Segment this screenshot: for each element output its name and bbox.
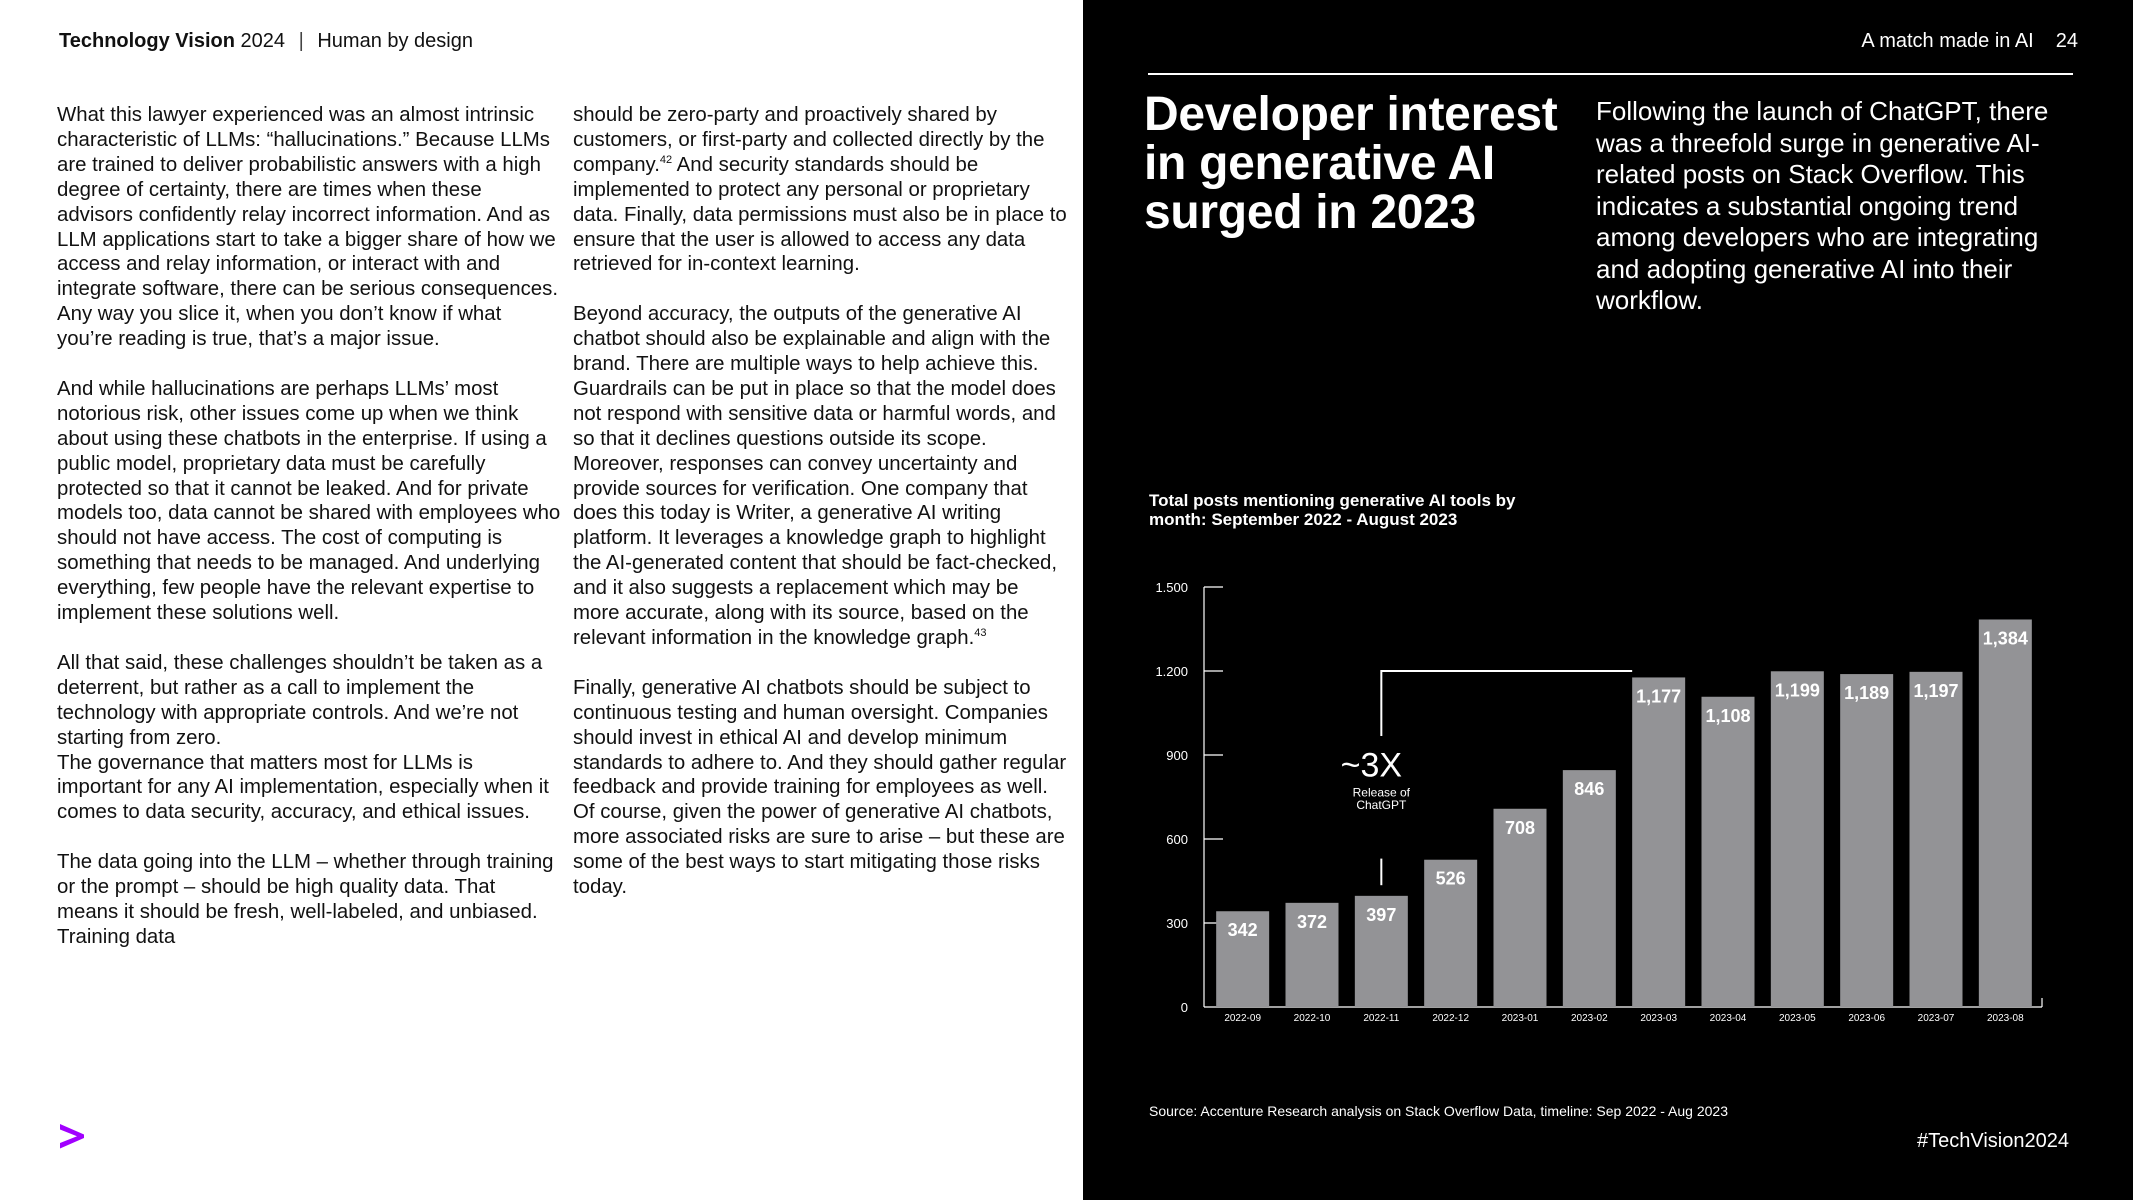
paragraph: The data going into the LLM – whether through training or the prompt – should be high quality data. That means it should be fresh, well-labeled, and unbiased. Training data — [57, 851, 554, 948]
section-title: A match made in AI — [1861, 30, 2034, 52]
y-tick-label: 0 — [1180, 1000, 1188, 1015]
accenture-logo-icon — [58, 1122, 86, 1150]
chart-panel — [1083, 0, 2133, 1200]
x-tick-label: 2022-12 — [1432, 1013, 1470, 1024]
body-column-2 — [573, 103, 1068, 900]
x-tick-label: 2022-11 — [1363, 1013, 1400, 1024]
y-tick-label: 1.200 — [1155, 664, 1188, 679]
bar-value-label: 846 — [1574, 779, 1605, 800]
bar-value-label: 1,199 — [1774, 680, 1820, 701]
bar — [1494, 809, 1547, 1007]
publication-subtitle: Human by design — [317, 30, 473, 52]
x-tick-label: 2022-10 — [1293, 1013, 1331, 1024]
annotation-caption: ChatGPT — [1356, 798, 1407, 813]
paragraph: And while hallucinations are perhaps LLMs’ most notorious risk, other issues come up when we think about using these chatbots in the enterprise. If using a public model, proprietary data must be carefully protected so that it cannot be leaked. And for private models too, data cannot be shared with employees who should not have access. The cost of computing is something that needs to be managed. And underlying everything, few people have the relevant expertise to implement these solutions well. — [57, 377, 561, 625]
hashtag: #TechVision2024 — [1917, 1130, 2069, 1152]
annotation-caption: Release of — [1352, 785, 1411, 800]
annotation-multiplier: ~3X — [1340, 746, 1403, 785]
bar — [1771, 671, 1824, 1007]
x-tick-label: 2023-05 — [1778, 1013, 1816, 1024]
bar-value-label: 397 — [1366, 904, 1397, 925]
bar — [1840, 674, 1893, 1007]
x-tick-label: 2023-02 — [1570, 1013, 1608, 1024]
bar-value-label: 1,189 — [1844, 683, 1890, 704]
bar-value-label: 708 — [1504, 817, 1536, 838]
bar — [1563, 770, 1616, 1007]
paragraph: Finally, generative AI chatbots should be subject to continuous testing and human oversight. Companies should invest in ethical AI and develop minimum standards to adhere to. And they should gather regular feedback and provide training for employees as well. — [573, 676, 1067, 799]
footnote-ref[interactable]: 43 — [974, 627, 987, 640]
bar-value-label: 1,108 — [1705, 705, 1751, 726]
y-tick-label: 600 — [1166, 832, 1188, 847]
y-tick-label: 1.500 — [1155, 580, 1188, 595]
page-number: 24 — [2055, 30, 2078, 52]
header-separator: | — [298, 30, 304, 52]
logo-chevron — [60, 1124, 84, 1149]
x-tick-label: 2023-03 — [1640, 1013, 1678, 1024]
footnote-ref[interactable]: 42 — [659, 154, 673, 167]
bar — [1702, 697, 1755, 1007]
x-tick-label: 2023-01 — [1501, 1013, 1539, 1024]
bar — [1979, 619, 2032, 1007]
bar-value-label: 342 — [1227, 920, 1258, 941]
paragraph: What this lawyer experienced was an almost intrinsic characteristic of LLMs: “hallucinations.” Because LLMs are trained to deliver probabilistic answers with a high degree of certainty, there are times when these advisors confidently relay incorrect information. And as LLM applications start to take a bigger share of how we access and relay information, or interact with and integrate software, there can be serious consequences. Any way you slice it, when you don’t know if what you’re reading is true, that’s a major issue. — [57, 104, 559, 351]
paragraph: The governance that matters most for LLMs is important for any AI implementation, especially when it comes to data security, accuracy, and ethical issues. — [57, 751, 549, 824]
x-tick-label: 2023-04 — [1709, 1013, 1747, 1024]
bar — [1910, 672, 1963, 1007]
bar-chart — [1083, 0, 2133, 1200]
paragraph-text: And security standards should be implemented to protect any personal or proprietary data. Finally, data permissions must also be in place to ensure that the user is allowed to access any data retrieved for in-context learning. — [573, 153, 1067, 276]
body-column-1 — [57, 103, 562, 950]
x-tick-label: 2022-09 — [1224, 1013, 1262, 1024]
y-tick-label: 300 — [1166, 916, 1188, 931]
paragraph: Of course, given the power of generative AI chatbots, more associated risks are sure to arise – but these are some of the best ways to start mitigating those risks today. — [573, 801, 1065, 899]
document-header — [59, 30, 473, 53]
paragraph-text: should be zero-party and proactively shared by customers, or first-party and collected directly by the company. — [573, 104, 1045, 176]
bar-value-label: 1,197 — [1913, 680, 1959, 701]
x-tick-label: 2023-06 — [1848, 1013, 1886, 1024]
paragraph-text: Beyond accuracy, the outputs of the generative AI chatbot should also be explainable and align with the brand. There are multiple ways to help achieve this. Guardrails can be put in place so that the model does not respond with sensitive data or harmful words, and so that it declines questions outside its scope. Moreover, responses can convey uncertainty and provide sources for verification. One company that does this today is Writer, a generative AI writing platform. It leverages a knowledge graph to highlight the AI-generated content that should be fact-checked, and it also suggests a replacement which may be more accurate, along with its source, based on the relevant information in the knowledge graph. — [573, 303, 1058, 650]
paragraph — [573, 103, 1068, 277]
x-tick-label: 2023-08 — [1986, 1013, 2024, 1024]
bar-value-label: 372 — [1296, 911, 1328, 932]
annotation-bracket — [1381, 671, 1632, 736]
panel-intro: Following the launch of ChatGPT, there was a threefold surge in generative AI-related posts on Stack Overflow. This indicates a substantial ongoing trend among developers who are integrating and adopting generative AI into their workflow. — [1596, 96, 2049, 315]
bar-value-label: 526 — [1435, 868, 1466, 889]
y-tick-label: 900 — [1166, 748, 1188, 763]
chart-source: Source: Accenture Research analysis on Stack Overflow Data, timeline: Sep 2022 - Aug 2023 — [1149, 1103, 1728, 1119]
paragraph: All that said, these challenges shouldn’t be taken as a deterrent, but rather as a call to implement the technology with appropriate controls. And we’re not starting from zero. — [57, 651, 543, 749]
x-tick-label: 2023-07 — [1917, 1013, 1955, 1024]
paragraph — [573, 302, 1068, 651]
chart-title: Total posts mentioning generative AI tools by month: September 2022 - August 2023 — [1149, 491, 1516, 529]
publication-year: 2024 — [240, 30, 286, 52]
panel-headline: Developer interest in generative AI surged in 2023 — [1144, 88, 1558, 239]
publication-brand: Technology Vision — [59, 30, 235, 52]
bar — [1632, 677, 1685, 1007]
bar-value-label: 1,384 — [1982, 628, 2028, 649]
bar-value-label: 1,177 — [1636, 686, 1682, 707]
